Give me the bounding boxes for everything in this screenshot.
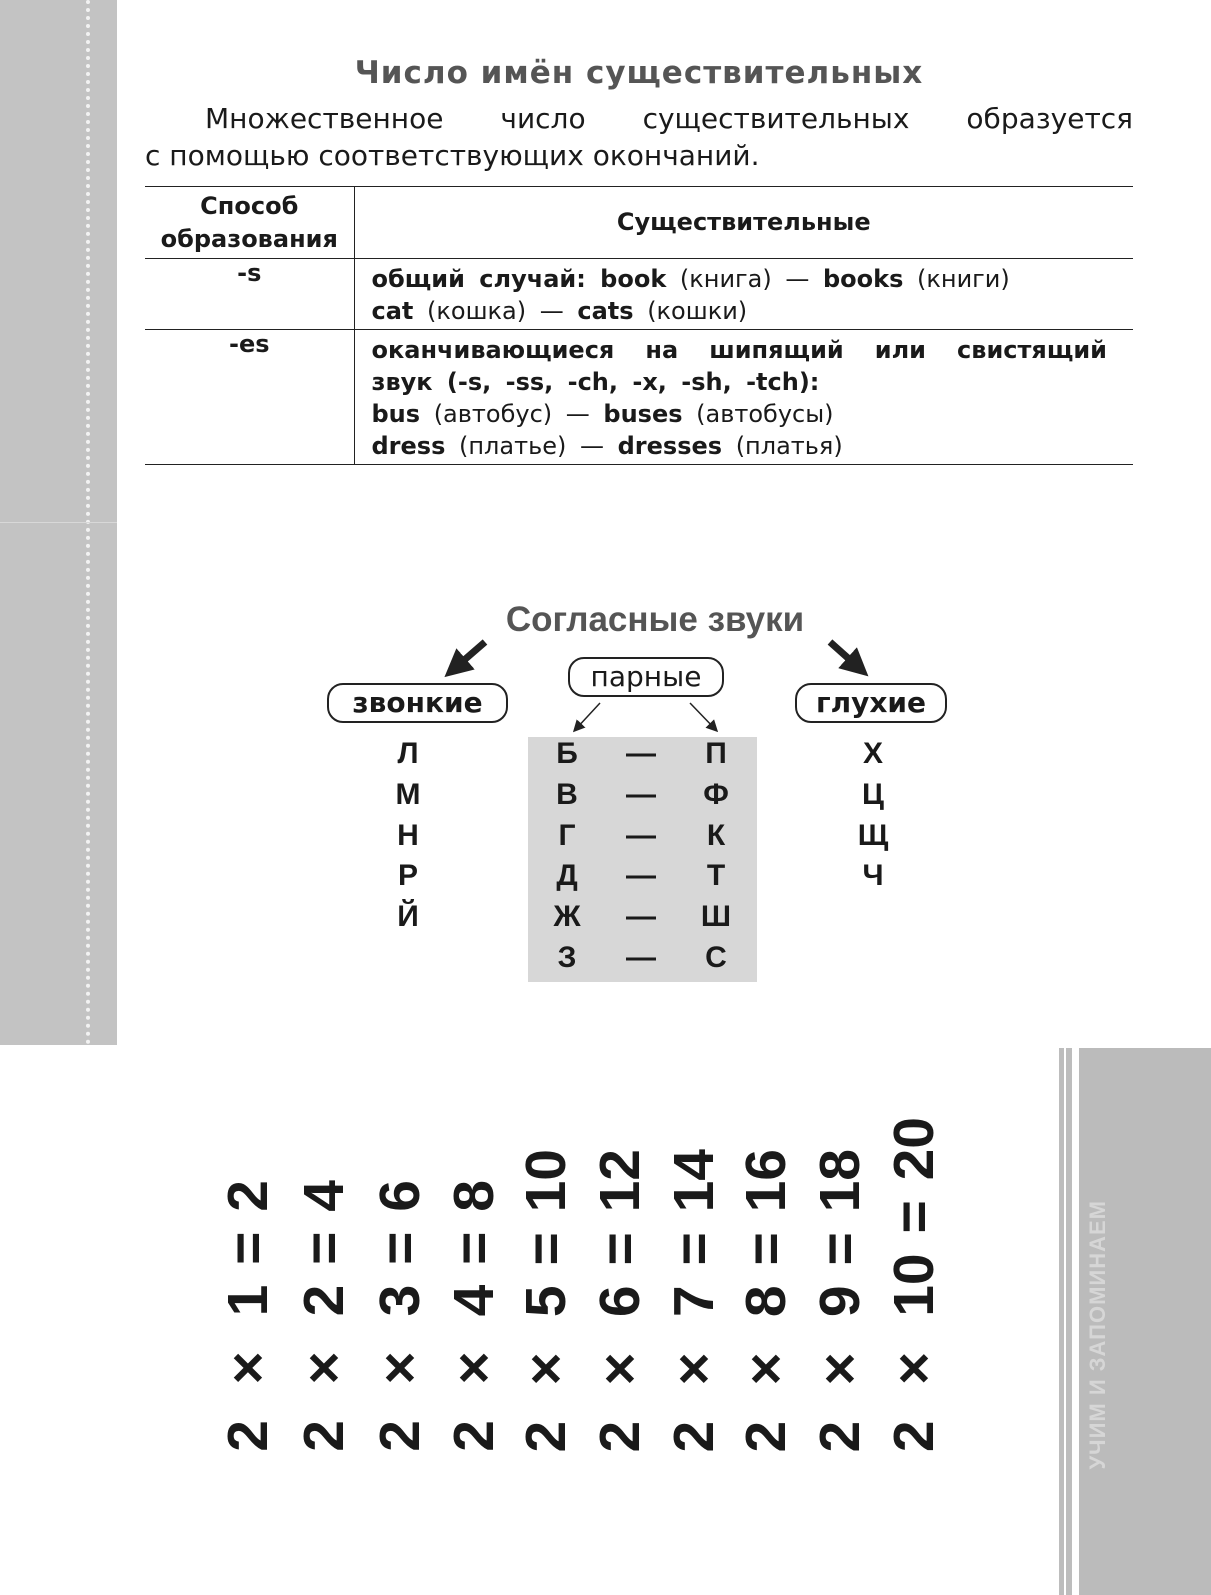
voiceless-letter: Щ: [857, 818, 889, 852]
voiced-letter: Й: [397, 900, 419, 934]
header-nouns: Существительные: [354, 187, 1133, 259]
paired-voiceless-letter: П: [705, 737, 727, 770]
example-translation: (кошки): [633, 297, 748, 325]
example-translation: (автобус) —: [420, 400, 604, 428]
example-word: dresses: [617, 432, 723, 460]
voiceless-letter: Ц: [862, 777, 884, 811]
example-word: buses: [603, 400, 683, 428]
paired-voiced-letter: З: [557, 941, 577, 974]
side-tab-label: УЧИМ И ЗАПОМИНАЕМ: [1085, 1200, 1110, 1470]
paired-voiceless-letter: Ф: [703, 777, 729, 811]
pair-dash: —: [626, 818, 656, 852]
multiplication-fact: 2 × 5 = 10: [514, 1148, 578, 1452]
paired-voiceless-letter: С: [705, 941, 727, 974]
paired-voiceless-letter: К: [706, 818, 726, 852]
paired-voiced-letter: Ж: [553, 900, 581, 934]
multiplication-fact: 2 × 3 = 6: [368, 1180, 432, 1452]
arrow-paired-left-icon: [575, 703, 600, 730]
multiplication-fact: 2 × 2 = 4: [292, 1180, 356, 1452]
example-word: cat: [371, 297, 414, 325]
paired-voiceless-letter: Ш: [700, 900, 732, 934]
example-word: общий случай: book: [371, 265, 667, 293]
example-word: books: [823, 265, 904, 293]
example-translation: (платье) —: [445, 432, 618, 460]
pair-dash: —: [626, 777, 656, 811]
multiplication-fact: 2 × 8 = 16: [734, 1148, 798, 1452]
header-method: Способ образования: [145, 187, 354, 259]
voiced-letter: Р: [397, 859, 418, 893]
example-word: шипящий: [709, 336, 844, 364]
ending-cell: -s: [145, 259, 354, 330]
arrow-paired-right-icon: [690, 703, 716, 730]
pair-dash: —: [626, 737, 656, 770]
multiplication-fact: 2 × 6 = 12: [588, 1148, 652, 1452]
example-word: или: [874, 336, 926, 364]
paired-voiced-letter: В: [556, 777, 578, 811]
example-word: dress: [371, 432, 446, 460]
example-word: cats: [577, 297, 634, 325]
arrow-to-voiced-icon: [455, 642, 485, 668]
voiceless-letter: Х: [862, 737, 883, 770]
example-word: bus: [371, 400, 421, 428]
example-translation: (автобусы): [682, 400, 834, 428]
multiplication-fact: 2 × 1 = 2: [216, 1180, 280, 1452]
example-translation: (платья): [722, 432, 843, 460]
ending-cell: -es: [145, 330, 354, 465]
example-word: на: [645, 336, 679, 364]
voiceless-label: глухие: [795, 683, 947, 723]
pair-dash: —: [626, 941, 656, 974]
voiced-label: звонкие: [327, 683, 508, 723]
intro-word: число: [500, 102, 586, 135]
intro-line: с помощью соответствующих окончаний.: [145, 139, 760, 172]
paired-label: парные: [568, 657, 724, 697]
example-translation: (кошка) —: [413, 297, 578, 325]
arrows: [0, 0, 1211, 760]
consonants-title: Согласные звуки: [505, 600, 805, 639]
multiplication-fact: 2 × 4 = 8: [442, 1180, 506, 1452]
voiced-letter: М: [395, 777, 421, 811]
intro-word: существительных: [642, 102, 910, 135]
intro-word: образуется: [966, 102, 1133, 135]
paired-voiceless-letter: Т: [706, 859, 726, 893]
voiceless-letter: Ч: [862, 859, 884, 893]
multiplication-fact: 2 × 10 = 20: [882, 1116, 946, 1452]
paired-voiced-letter: Б: [556, 737, 578, 770]
voiced-letter: Н: [397, 818, 419, 852]
paired-voiced-letter: Д: [556, 859, 578, 893]
example-translation: (книга) —: [666, 265, 823, 293]
example-word: свистящий: [957, 336, 1107, 364]
example-word: оканчивающиеся: [371, 336, 615, 364]
arrow-to-voiceless-icon: [830, 642, 858, 667]
multiplication-fact: 2 × 7 = 14: [662, 1148, 726, 1452]
intro-word: Множественное: [205, 102, 444, 135]
section-title: Число имён существительных: [354, 55, 924, 91]
voiced-letter: Л: [397, 737, 419, 770]
paired-voiced-letter: Г: [558, 818, 576, 852]
pair-dash: —: [626, 859, 656, 893]
example-word: звук (-s, -ss, -ch, -x, -sh, -tch):: [371, 368, 820, 396]
side-tab: [1059, 1048, 1211, 1595]
pair-dash: —: [626, 900, 656, 934]
example-translation: (книги): [903, 265, 1010, 293]
multiplication-fact: 2 × 9 = 18: [808, 1148, 872, 1452]
